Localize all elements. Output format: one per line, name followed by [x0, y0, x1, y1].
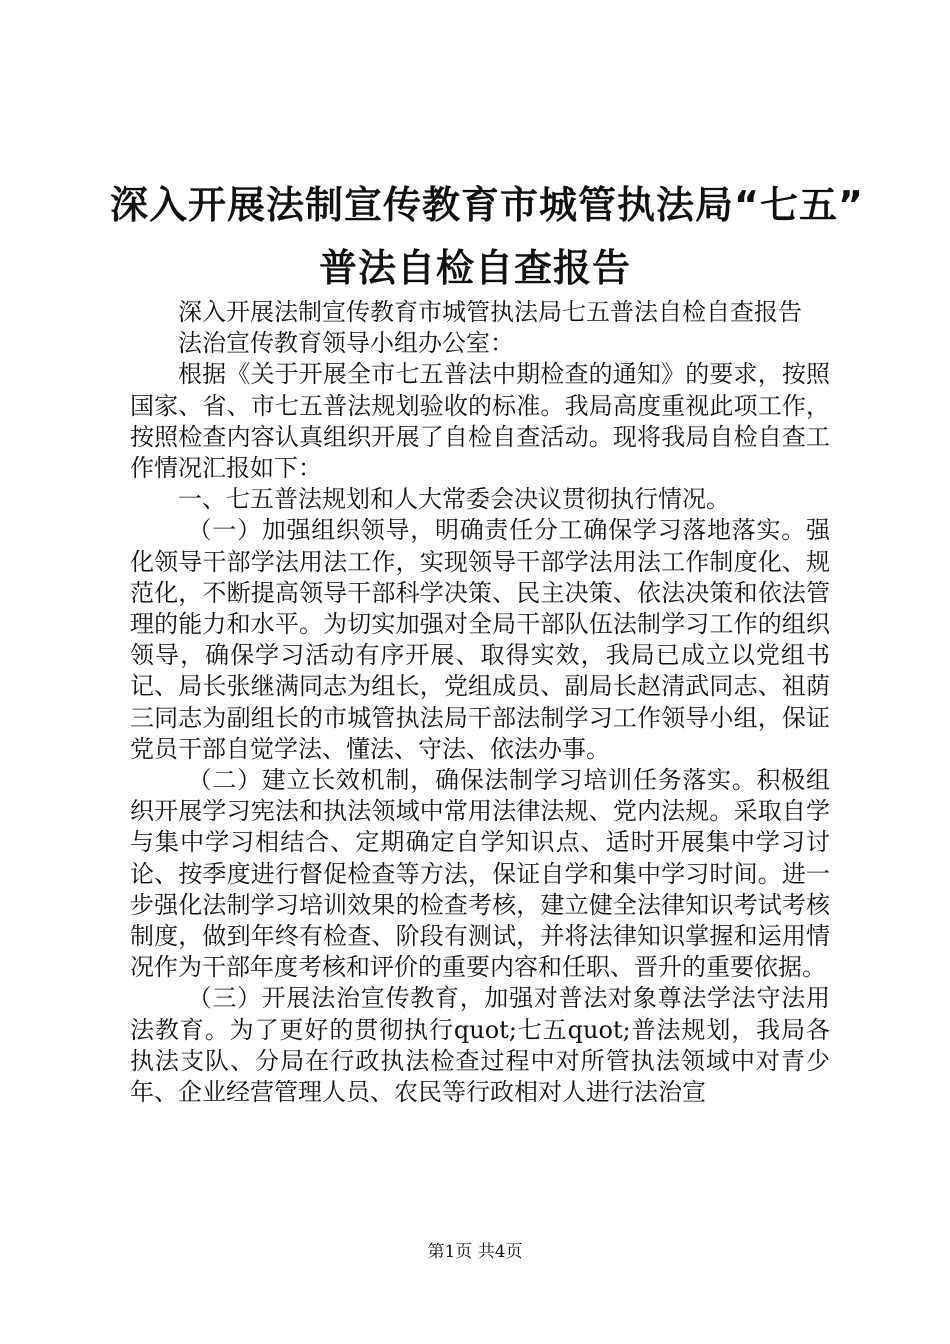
paragraph-addressee: 法治宣传教育领导小组办公室：: [178, 329, 514, 358]
paragraph-section-1: 一、七五普法规划和人大常委会决议贯彻执行情况。: [178, 485, 730, 514]
paragraph-intro: 根据《关于开展全市七五普法中期检查的通知》的要求，按照国家、省、市七五普法规划验收的标准。我局高度重视此项工作，按照检查内容认真组织开展了自检自查活动。现将我局自检自查工作情况汇报如下：: [130, 360, 830, 483]
page-footer: 第1页 共4页: [427, 1242, 523, 1262]
document-title-line-2: 普法自检自查报告: [318, 246, 631, 290]
paragraph-item-1: （一）加强组织领导，明确责任分工确保学习落地落实。强化领导干部学法用法工作，实现领导干部学法用法工作制度化、规范化，不断提高领导干部科学决策、民主决策、依法决策和依法管理的能力和水平。为切实加强对全局干部队伍法制学习工作的组织领导，确保学习活动有序开展、取得实效，我局已成立以党组书记、局长张继满同志为组长，党组成员、副局长赵清武同志、祖荫三同志为副组长的市城管执法局干部法制学习工作领导小组，保证党员干部自觉学法、懂法、守法、依法办事。: [130, 516, 830, 763]
document-title-line-1: 深入开展法制宣传教育市城管执法局“七五”: [110, 183, 864, 227]
paragraph-item-2: （二）建立长效机制，确保法制学习培训任务落实。积极组织开展学习宪法和执法领域中常用法律法规、党内法规。采取自学与集中学习相结合、定期确定自学知识点、适时开展集中学习讨论、按季度进行督促检查等方法，保证自学和集中学习时间。进一步强化法制学习培训效果的检查考核，建立健全法律知识考试考核制度，做到年终有检查、阶段有测试，并将法律知识掌握和运用情况作为干部年度考核和评价的重要内容和任职、晋升的重要依据。: [130, 766, 830, 982]
document-body: [130, 297, 830, 1108]
paragraph-heading: 深入开展法制宣传教育市城管执法局七五普法自检自查报告: [178, 298, 802, 326]
paragraph-item-3: （三）开展法治宣传教育，加强对普法对象尊法学法守法用法教育。为了更好的贯彻执行quot;七五quot;普法规划，我局各执法支队、分局在行政执法检查过程中对所管执法领域中对青少年、企业经营管理人员、农民等行政相对人进行法治宣: [130, 984, 830, 1107]
